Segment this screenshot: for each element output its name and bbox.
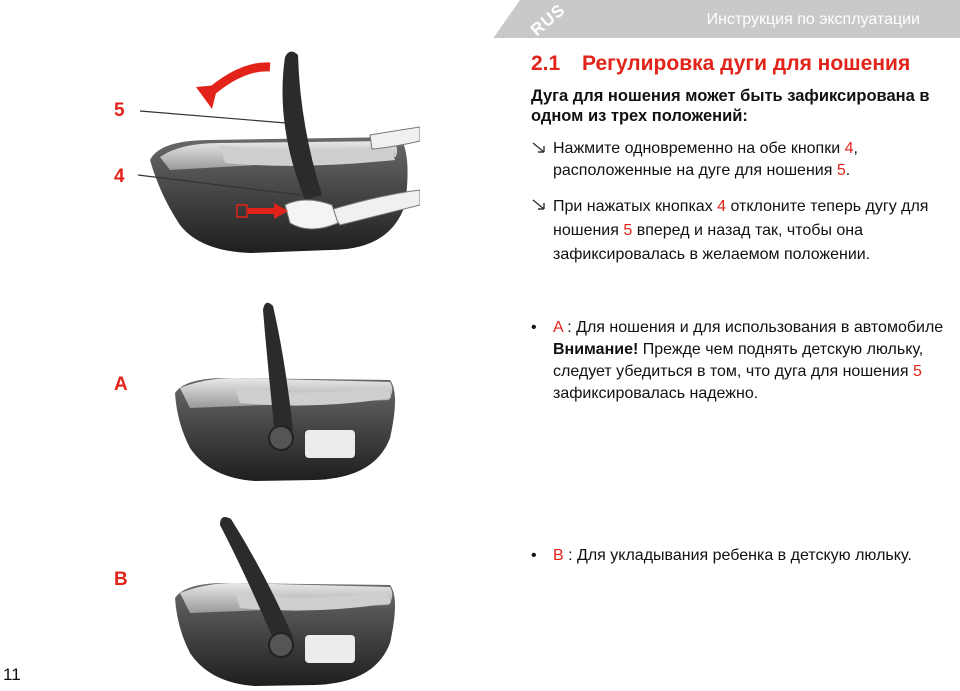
arrow-bullet-icon xyxy=(531,197,547,213)
bullet-a xyxy=(531,317,956,427)
header-title: Инструкция по эксплуатации xyxy=(706,11,920,28)
figure-label-5: 5 xyxy=(114,100,125,121)
bullet-a-text: A : Для ношения и для использования в автомобиле Внимание! Прежде чем поднять детскую люльку, следует убедиться в том, что дуга для ношения 5 зафиксировалась надежно. xyxy=(553,319,944,402)
page-number: 11 xyxy=(3,665,21,684)
figure-position-b xyxy=(165,503,405,688)
figure-handle-adjust xyxy=(100,45,420,260)
step-1-text: Нажмите одновременно на обе кнопки 4, расположенные на дуге для ношения 5. xyxy=(553,140,858,179)
step-2 xyxy=(531,195,956,265)
figure-label-4: 4 xyxy=(114,166,125,187)
bullet-b xyxy=(531,545,956,591)
section-number: 2.1 xyxy=(531,52,561,75)
figure-position-a xyxy=(165,298,405,483)
intro-text: Дуга для ношения может быть зафиксирована в одном из трех положений: xyxy=(531,87,930,125)
section-title: Регулировка дуги для ношения xyxy=(582,52,911,75)
bullet-b-text: B : Для укладывания ребенка в детскую люльку. xyxy=(553,547,912,564)
figure-label-a: A xyxy=(114,374,128,395)
arrow-bullet-icon xyxy=(531,140,547,156)
step-1 xyxy=(531,138,956,184)
language-badge: RUS xyxy=(527,0,570,40)
step-2-text: При нажатых кнопках 4 отклоните теперь дугу для ношения 5 вперед и назад так, чтобы она зафиксировалась в желаемом положении. xyxy=(553,198,929,263)
bullet-dot-icon: • xyxy=(531,547,537,564)
bullet-dot-icon: • xyxy=(531,319,537,336)
figure-label-b: B xyxy=(114,569,128,590)
